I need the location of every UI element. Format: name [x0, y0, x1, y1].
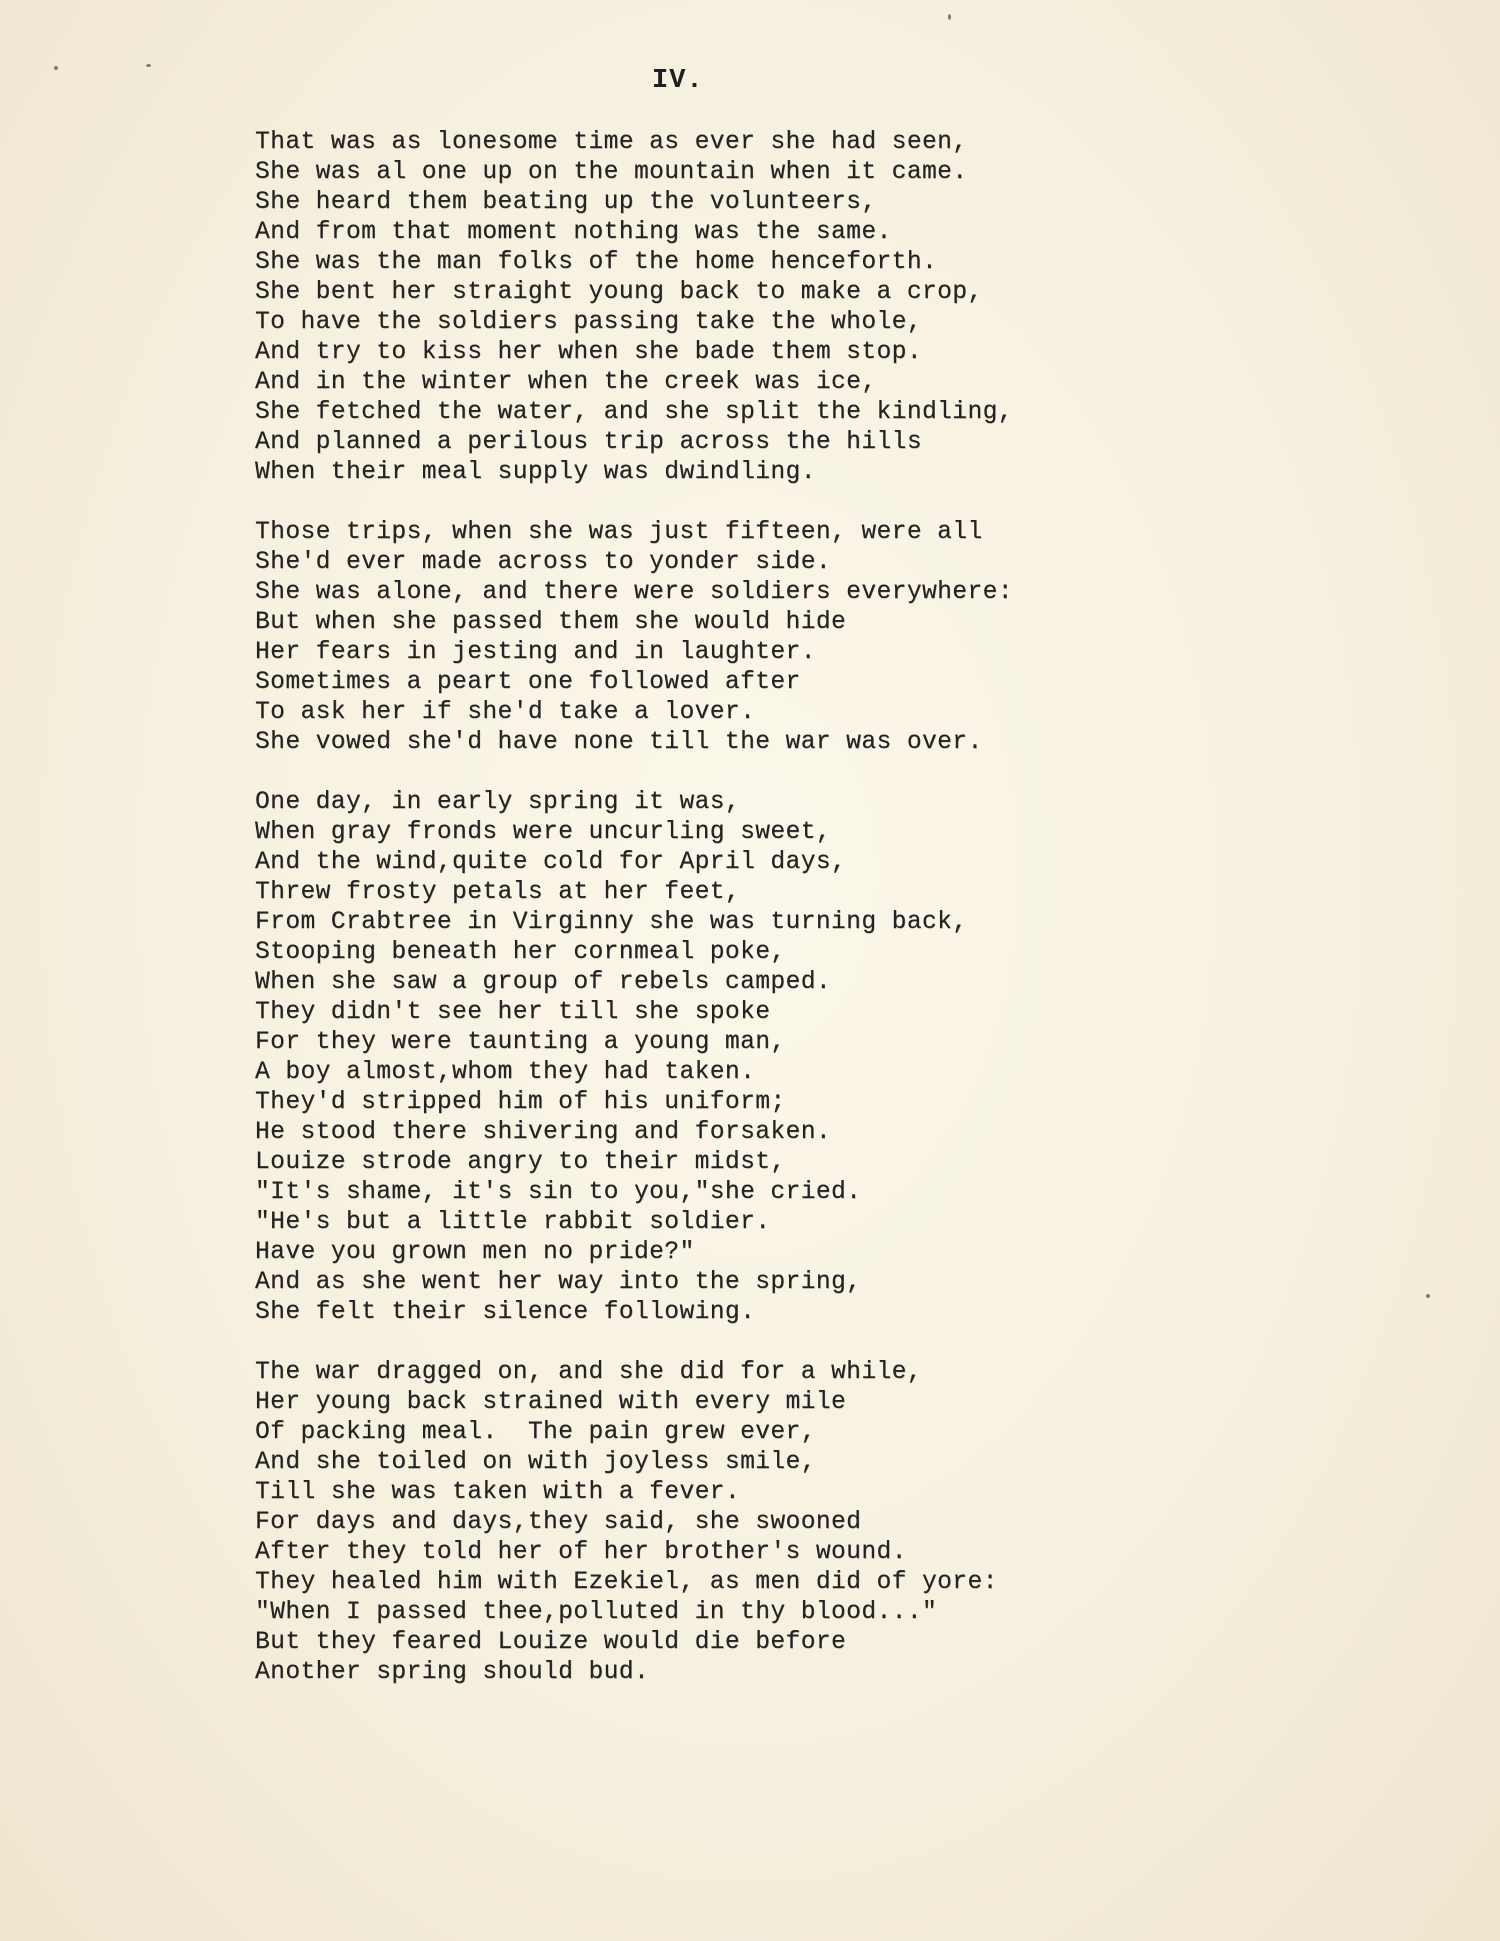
poem-line: For they were taunting a young man,: [255, 1029, 786, 1056]
stanza-1: [255, 128, 1455, 488]
poem-line: When she saw a group of rebels camped.: [255, 969, 832, 996]
poem-line: They didn't see her till she spoke: [255, 999, 771, 1026]
poem-line: "He's but a little rabbit soldier.: [255, 1209, 771, 1236]
poem-line: To have the soldiers passing take the whole,: [255, 309, 922, 336]
poem-line: Of packing meal. The pain grew ever,: [255, 1419, 816, 1446]
poem-line: She was al one up on the mountain when it came.: [255, 159, 968, 186]
poem-line: From Crabtree in Virginny she was turning back,: [255, 909, 968, 936]
paper-speck: [948, 14, 951, 20]
poem-line: Stooping beneath her cornmeal poke,: [255, 939, 786, 966]
poem-line: And planned a perilous trip across the hills: [255, 429, 922, 456]
poem-line: They healed him with Ezekiel, as men did of yore:: [255, 1569, 998, 1596]
poem-line: And as she went her way into the spring,: [255, 1269, 862, 1296]
poem-line: She vowed she'd have none till the war was over.: [255, 729, 983, 756]
poem-line: Threw frosty petals at her feet,: [255, 879, 741, 906]
poem-line: Sometimes a peart one followed after: [255, 669, 801, 696]
poem-line: And from that moment nothing was the same.: [255, 219, 892, 246]
poem-line: Another spring should bud.: [255, 1659, 650, 1686]
stanza-3: [255, 788, 1455, 1328]
poem-line: They'd stripped him of his uniform;: [255, 1089, 786, 1116]
poem-line: She fetched the water, and she split the kindling,: [255, 399, 1013, 426]
poem-line: That was as lonesome time as ever she had seen,: [255, 129, 968, 156]
poem-line: She was alone, and there were soldiers everywhere:: [255, 579, 1013, 606]
poem-line: And she toiled on with joyless smile,: [255, 1449, 816, 1476]
poem-line: After they told her of her brother's wound.: [255, 1539, 907, 1566]
poem-line: She felt their silence following.: [255, 1299, 756, 1326]
page-number: IV.: [652, 66, 704, 96]
poem-line: But they feared Louize would die before: [255, 1629, 847, 1656]
poem-line: Louize strode angry to their midst,: [255, 1149, 786, 1176]
poem-line: She'd ever made across to yonder side.: [255, 549, 832, 576]
poem-line: But when she passed them she would hide: [255, 609, 847, 636]
poem-line: For days and days,they said, she swooned: [255, 1509, 862, 1536]
paper-speck: [146, 64, 151, 67]
poem-line: One day, in early spring it was,: [255, 789, 741, 816]
poem-line: When gray fronds were uncurling sweet,: [255, 819, 832, 846]
paper-speck: [54, 66, 58, 70]
poem-line: And the wind,quite cold for April days,: [255, 849, 847, 876]
poem-line: And try to kiss her when she bade them stop.: [255, 339, 922, 366]
poem-line: Those trips, when she was just fifteen, were all: [255, 519, 983, 546]
stanza-2: [255, 518, 1455, 758]
poem-line: A boy almost,whom they had taken.: [255, 1059, 756, 1086]
poem-line: He stood there shivering and forsaken.: [255, 1119, 832, 1146]
stanza-4: [255, 1358, 1455, 1688]
poem-line: "When I passed thee,polluted in thy blood...": [255, 1599, 938, 1626]
poem-line: She heard them beating up the volunteers,: [255, 189, 877, 216]
poem-line: She bent her straight young back to make a crop,: [255, 279, 983, 306]
poem-line: Have you grown men no pride?": [255, 1239, 695, 1266]
poem-line: The war dragged on, and she did for a while,: [255, 1359, 922, 1386]
poem-line: Her young back strained with every mile: [255, 1389, 847, 1416]
poem-line: "It's shame, it's sin to you,"she cried.: [255, 1179, 862, 1206]
poem-line: Her fears in jesting and in laughter.: [255, 639, 816, 666]
poem-line: When their meal supply was dwindling.: [255, 459, 816, 486]
poem-line: Till she was taken with a fever.: [255, 1479, 741, 1506]
paper-speck: [1426, 1294, 1430, 1298]
poem: [255, 128, 1455, 1718]
poem-line: She was the man folks of the home henceforth.: [255, 249, 938, 276]
poem-line: And in the winter when the creek was ice,: [255, 369, 877, 396]
poem-line: To ask her if she'd take a lover.: [255, 699, 756, 726]
